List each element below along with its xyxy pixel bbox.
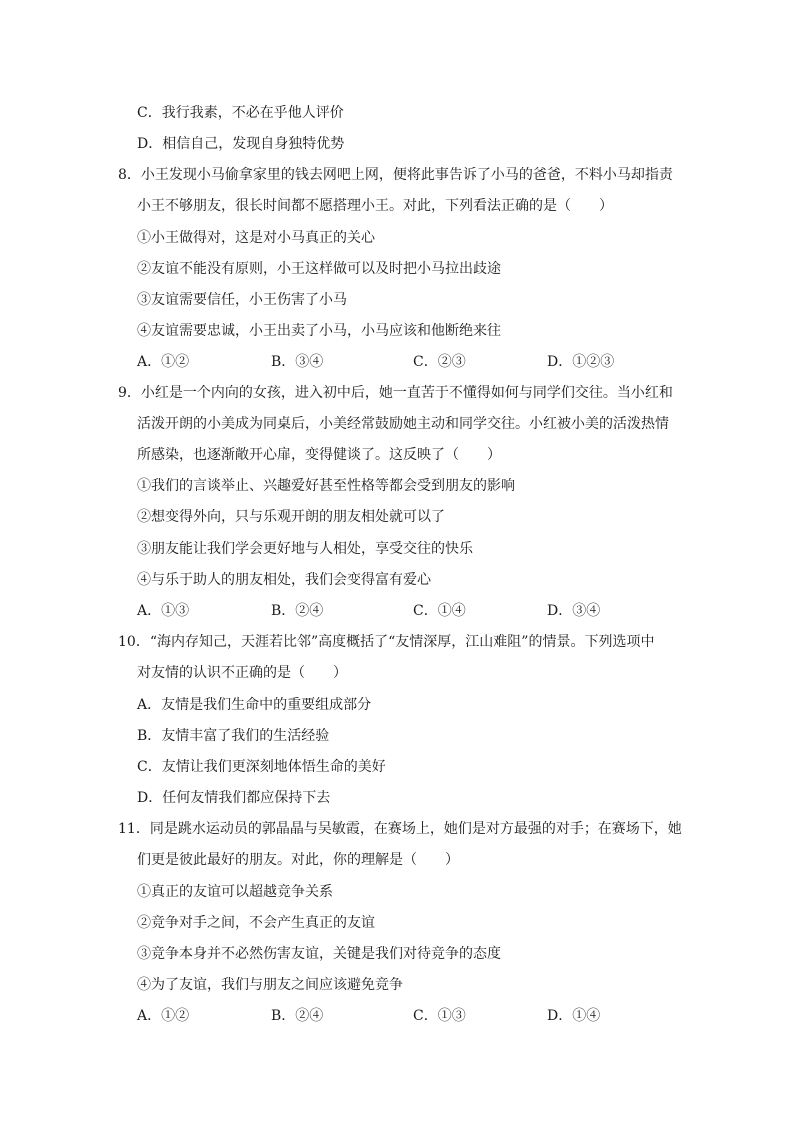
option-b: B．友情丰富了我们的生活经验 bbox=[137, 728, 330, 744]
answer-options bbox=[137, 352, 677, 372]
question-stem: 11．同是跳水运动员的郭晶晶与吴敏霞，在赛场上，她们是对方最强的对手；在赛场下，她 bbox=[118, 821, 682, 837]
option-a: A．①② bbox=[137, 354, 190, 370]
statement-2: ②竞争对手之间，不会产生真正的友谊 bbox=[137, 915, 375, 931]
option-d: D．相信自己，发现自身独特优势 bbox=[137, 136, 345, 152]
option-a: A．友情是我们生命中的重要组成部分 bbox=[137, 697, 372, 713]
question-stem: 对友情的认识不正确的是（ ） bbox=[137, 665, 347, 681]
option-b: B．③④ bbox=[271, 354, 324, 370]
option-c: C．友情让我们更深刻地体悟生命的美好 bbox=[137, 759, 386, 775]
statement-4: ④为了友谊，我们与朋友之间应该避免竞争 bbox=[137, 977, 403, 993]
question-stem: 10．“海内存知己，天涯若比邻”高度概括了“友情深厚，江山难阻”的情景。下列选项中 bbox=[118, 634, 655, 650]
question-stem: 8．小王发现小马偷拿家里的钱去网吧上网，便将此事告诉了小马的爸爸，不料小马却指责 bbox=[118, 167, 673, 183]
statement-1: ①小王做得对，这是对小马真正的关心 bbox=[137, 230, 375, 246]
option-a: A．①② bbox=[137, 1008, 190, 1024]
question-stem: 们更是彼此最好的朋友。对此，你的理解是（ ） bbox=[137, 852, 459, 868]
statement-4: ④友谊需要忠诚，小王出卖了小马，小马应该和他断绝来往 bbox=[137, 323, 501, 339]
statement-2: ②想变得外向，只与乐观开朗的朋友相处就可以了 bbox=[137, 509, 445, 525]
statement-4: ④与乐于助人的朋友相处，我们会变得富有爱心 bbox=[137, 572, 431, 588]
statement-1: ①真正的友谊可以超越竞争关系 bbox=[137, 884, 333, 900]
answer-options bbox=[137, 1006, 677, 1026]
option-b: B．②④ bbox=[271, 603, 324, 619]
option-d: D．③④ bbox=[547, 603, 601, 619]
statement-3: ③朋友能让我们学会更好地与人相处，享受交往的快乐 bbox=[137, 541, 473, 557]
statement-1: ①我们的言谈举止、兴趣爱好甚至性格等都会受到朋友的影响 bbox=[137, 478, 515, 494]
question-stem: 小王不够朋友，很长时间都不愿搭理小王。对此，下列看法正确的是（ ） bbox=[137, 198, 613, 214]
statement-3: ③竞争本身并不必然伤害友谊，关键是我们对待竞争的态度 bbox=[137, 946, 501, 962]
question-stem: 9．小红是一个内向的女孩，进入初中后，她一直苦于不懂得如何与同学们交往。当小红和 bbox=[118, 385, 673, 401]
question-stem: 活泼开朗的小美成为同桌后，小美经常鼓励她主动和同学交往。小红被小美的活泼热情 bbox=[137, 416, 669, 432]
option-c: C．我行我素，不必在乎他人评价 bbox=[137, 105, 344, 121]
statement-2: ②友谊不能没有原则，小王这样做可以及时把小马拉出歧途 bbox=[137, 261, 501, 277]
option-c: C．①③ bbox=[413, 1008, 466, 1024]
question-stem: 所感染，也逐渐敞开心扉，变得健谈了。这反映了（ ） bbox=[137, 447, 501, 463]
option-d: D．①④ bbox=[547, 1008, 601, 1024]
option-b: B．②④ bbox=[271, 1008, 324, 1024]
option-d: D．任何友情我们都应保持下去 bbox=[137, 790, 331, 806]
answer-options bbox=[137, 601, 677, 621]
option-c: C．①④ bbox=[413, 603, 466, 619]
option-c: C．②③ bbox=[413, 354, 466, 370]
statement-3: ③友谊需要信任，小王伤害了小马 bbox=[137, 292, 347, 308]
option-a: A．①③ bbox=[137, 603, 190, 619]
option-d: D．①②③ bbox=[547, 354, 615, 370]
